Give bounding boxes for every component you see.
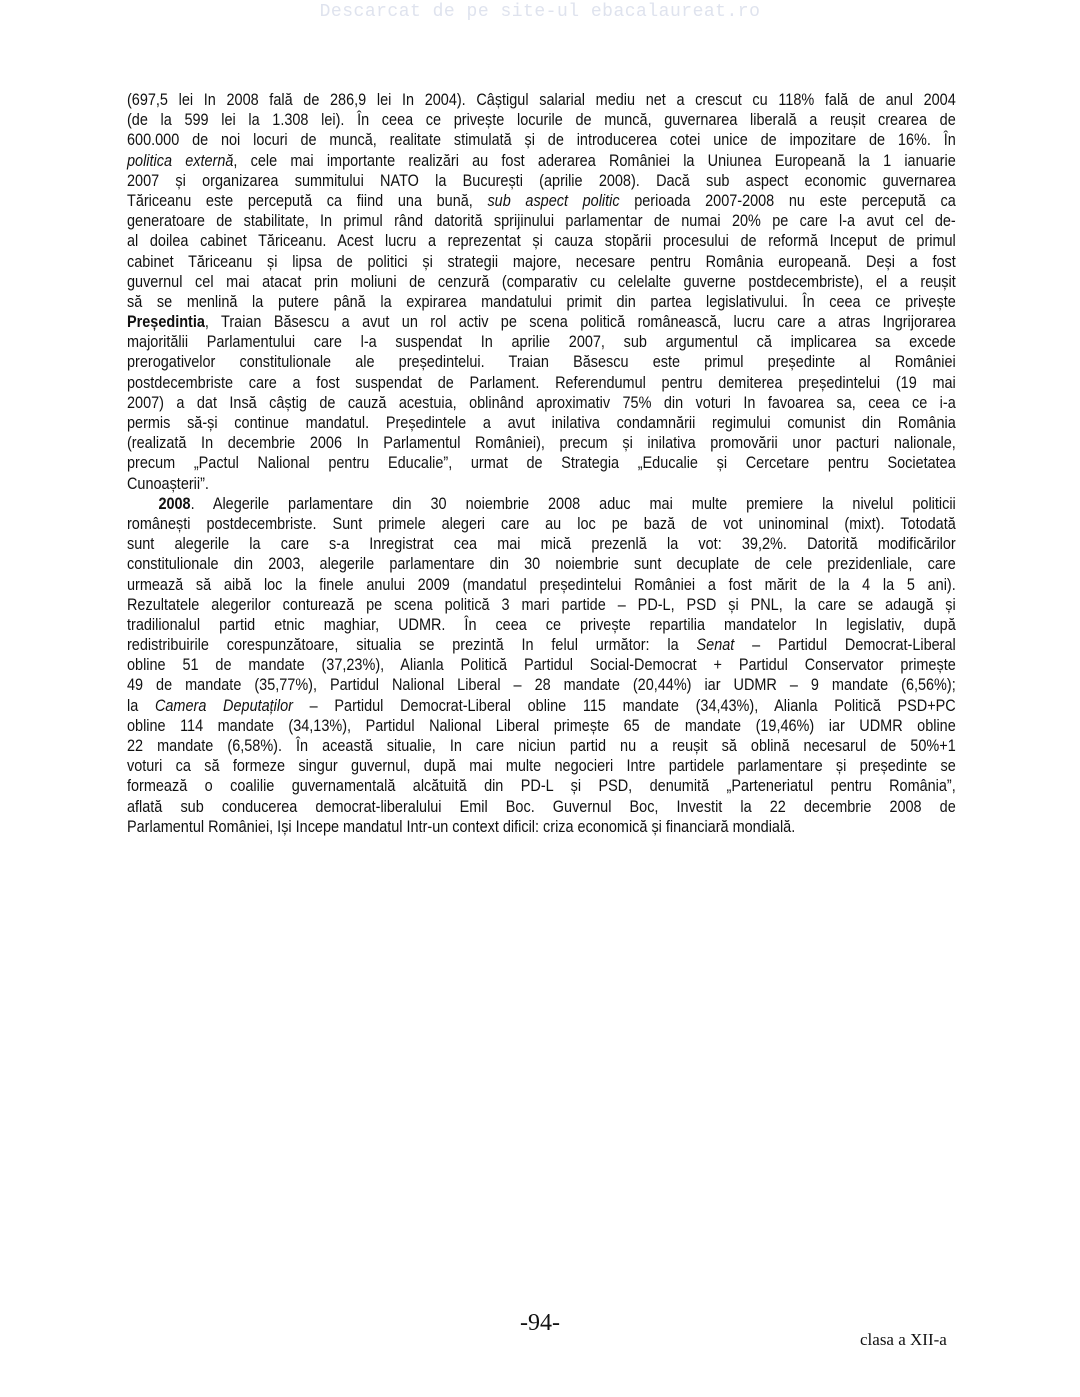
text-segment: al doilea cabinet Tăriceanu. Acest lucru a reprezentat și cauza stopării procesului de reformă Inceput de primul (127, 231, 956, 251)
text-segment: (realizată In decembrie 2006 In Parlamentul României), precum și inilativa promovării unor pacturi nalionale, (127, 433, 956, 453)
text-segment: , Traian Băsescu a avut un rol activ pe scena politică românească, lucru care a atras Ingrijorarea (204, 312, 956, 332)
text-line (127, 393, 956, 413)
text-line (127, 252, 956, 272)
body-text (127, 90, 956, 837)
text-line (127, 575, 956, 595)
italic-text: Camera Deputaților (154, 695, 293, 715)
text-line (127, 373, 956, 393)
text-line (127, 433, 956, 453)
text-line (127, 756, 956, 776)
italic-text: politica externă (127, 150, 234, 170)
italic-text: Senat (696, 635, 735, 655)
text-line (127, 211, 956, 231)
text-segment: 2007 și organizarea summitului NATO la București (aprilie 2008). Dacă sub aspect economic guvernarea (127, 170, 956, 190)
text-line (127, 231, 956, 251)
text-segment: Rezultatele alegerilor conturează pe scena politică 3 mari partide – PD-L, PSD și PNL, la care se adaugă și (127, 594, 956, 614)
text-segment: (de la 599 lei la 1.308 lei). În ceea ce privește locurile de muncă, guvernarea liberală a reușit crearea de (127, 110, 956, 130)
text-segment: Parlamentul României, Iși Incepe mandatul Intr-un context dificil: criza economică și financiară mondială. (127, 816, 796, 836)
text-segment: majoritălii Parlamentului care l-a suspendat In aprilie 2007, sub argumentul că implicarea sa excede (127, 332, 956, 352)
text-segment: românești postdecembriste. Sunt primele alegeri care au loc pe bază de vot uninominal (mixt). Totodată (127, 513, 956, 533)
text-line (127, 615, 956, 635)
text-segment: voturi ca să formeze singur guvernul, după mai multe negocieri Intre partidele parlamentare și președinte se (127, 756, 956, 776)
text-line (127, 352, 956, 372)
text-line (127, 151, 956, 171)
text-segment: permis să-și continue mandatul. Președintele a avut inilativa condamnării regimului comunist din România (127, 413, 956, 432)
text-line (127, 595, 956, 615)
text-line (127, 534, 956, 554)
text-segment: 600.000 de noi locuri de muncă, realitate stimulată și de introducerea cotei unice de impozitare de 16%. În (127, 130, 956, 150)
text-segment: precum „Pactul Nalional pentru Educalie”, urmat de Strategia „Educalie și Cercetare pentru Societatea (127, 453, 956, 473)
bold-text: Președintia (127, 312, 205, 332)
text-segment: redistribuirile corespunzătoare, situalia se prezintă In felul următor: la (127, 635, 697, 655)
text-segment: 2007) a dat Insă câștig de cauză acestuia, oblinând aproximativ 75% din voturi In favoarea sa, ceea ce i-a (127, 392, 956, 412)
watermark: Descarcat de pe site-ul ebacalaureat.ro (319, 2, 761, 22)
text-line (127, 312, 956, 332)
text-line (127, 797, 956, 817)
text-segment: aflată sub conducerea democrat-liberalului Emil Boc. Guvernul Boc, Investit la 22 decembrie 2008 de (127, 796, 956, 816)
text-segment: perioada 2007-2008 nu este percepută ca (619, 190, 956, 210)
text-line (127, 635, 956, 655)
text-line (127, 292, 956, 312)
text-segment: prerogativelor constitulionale ale președintelui. Traian Băsescu este primul președinte al României (127, 352, 956, 372)
text-segment: Cunoașterii”. (127, 473, 209, 493)
text-line (127, 413, 956, 433)
text-line (127, 776, 956, 796)
text-segment: 49 de mandate (35,77%), Partidul Nalional Liberal – 28 mandate (20,44%) iar UDMR – 9 mandate (6,56%); (127, 675, 956, 695)
text-segment: – Partidul Democrat-Liberal obline 115 mandate (34,43%), Alianla Politică PSD+PC (292, 695, 956, 715)
italic-text: sub aspect politic (487, 190, 620, 210)
text-line (127, 817, 956, 837)
text-segment: cabinet Tăriceanu și lipsa de politici și strategii majore, necesare pentru România europeană. Deși a fost (127, 251, 956, 271)
text-line (127, 675, 956, 695)
text-line (127, 130, 956, 150)
text-line (127, 453, 956, 473)
page-number: -94- (520, 1310, 560, 1336)
text-line (127, 191, 956, 211)
text-segment: generatoare de stabilitate, In primul rând datorită sprijinului parlamentar de numai 20% pe care l-a avut cel de- (127, 211, 956, 231)
bold-text: 2008 (158, 493, 191, 513)
class-label: clasa a XII-a (860, 1330, 947, 1349)
text-line (127, 110, 956, 130)
text-segment: la (127, 695, 155, 715)
text-segment: obline 114 mandate (34,13%), Partidul Nalional Liberal primește 65 de mandate (19,46%) iar UDMR obline (127, 715, 956, 735)
text-segment: postdecembriste care a fost suspendat de Parlament. Referendumul pentru demiterea președintelui (19 mai (127, 372, 956, 392)
text-line (127, 272, 956, 292)
text-segment: obline 51 de mandate (37,23%), Alianla Politică Partidul Social-Democrat + Partidul Conservator primește (127, 655, 956, 675)
text-line (127, 736, 956, 756)
text-segment: . Alegerile parlamentare din 30 noiembrie 2008 aduc mai multe premiere la nivelul politicii (190, 493, 956, 513)
text-segment: sunt alegerile la care s-a Inregistrat cea mai mică prezenlă la vot: 39,2%. Datorită modificărilor (127, 534, 956, 554)
text-segment: Tăriceanu este percepută ca fiind una bună, (127, 190, 488, 210)
text-line (127, 514, 956, 534)
text-line (127, 90, 956, 110)
text-line (127, 716, 956, 736)
text-line (127, 655, 956, 675)
text-segment: constitulionale din 2003, alegerile parlamentare din 30 noiembrie sunt decuplate de cele prezidenliale, care (127, 554, 956, 574)
text-line (127, 696, 956, 716)
text-segment: urmează să aibă loc la finele anului 2009 (mandatul președintelui României a fost mărit de la 4 la 5 ani). (127, 574, 956, 594)
text-segment: , cele mai importante realizări au fost aderarea României la Uniunea Europeană la 1 ianuarie (233, 150, 956, 170)
text-line (127, 554, 956, 574)
text-segment: guvernul cel mai atacat prin moliuni de cenzură (comparativ cu celelalte guverne postdecembriste), el a reușit (127, 271, 956, 291)
text-line (127, 474, 956, 494)
text-segment: să se menlină la putere până la expirarea mandatului primit din partea legislativului. În ceea ce privește (127, 291, 956, 311)
text-segment: formează o coalilie guvernamentală alcătuită din PD-L și PSD, denumită „Parteneriatul pentru România”, (127, 776, 956, 796)
paragraph (127, 494, 956, 837)
text-line (127, 332, 956, 352)
text-line (127, 171, 956, 191)
text-segment: – Partidul Democrat-Liberal (734, 635, 956, 655)
text-segment: tradilionalul partid etnic maghiar, UDMR. În ceea ce privește repartilia mandatelor In legislativ, după (127, 614, 956, 634)
text-segment: 22 mandate (6,58%). În această situalie, In care niciun partid nu a reușit să oblină necesarul de 50%+1 (127, 736, 956, 755)
text-segment: (697,5 lei In 2008 fală de 286,9 lei In 2004). Câștigul salarial mediu net a crescut cu 118% fală de anul 2004 (127, 90, 956, 109)
paragraph (127, 90, 956, 494)
text-line (127, 494, 956, 514)
